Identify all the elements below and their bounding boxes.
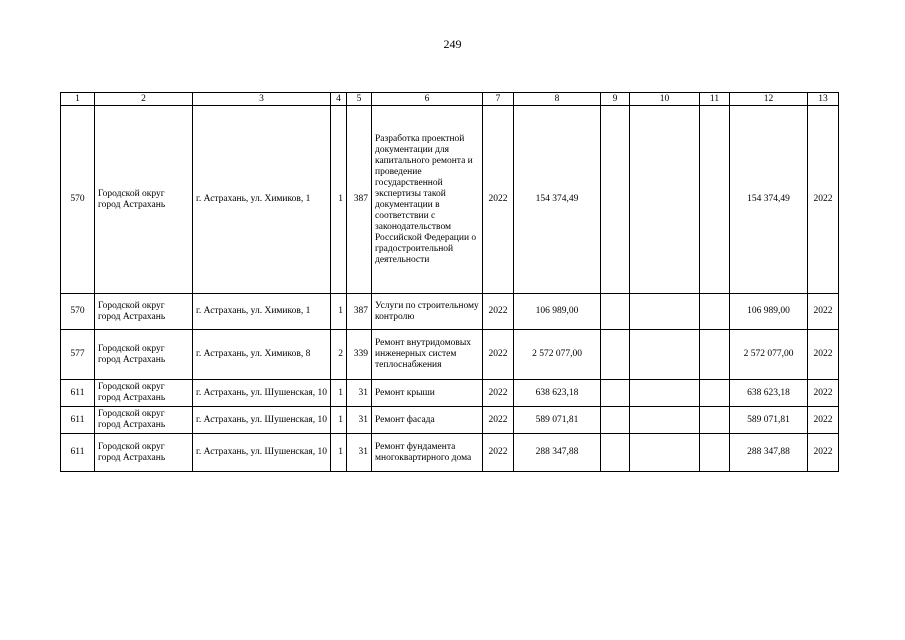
col5-cell: 387 [347,106,372,294]
completion-year-cell: 2022 [808,380,839,407]
col10-cell [630,434,700,472]
address-cell: г. Астрахань, ул. Химиков, 1 [193,106,331,294]
year-cell: 2022 [483,106,514,294]
col9-cell [601,380,630,407]
col10-cell [630,380,700,407]
completion-year-cell: 2022 [808,407,839,434]
col5-cell: 339 [347,330,372,380]
table-row [61,106,839,294]
col9-cell [601,330,630,380]
column-number-cell: 3 [193,93,331,106]
municipality-cell: Городской округ город Астрахань [95,106,193,294]
column-number-cell: 9 [601,93,630,106]
address-cell: г. Астрахань, ул. Химиков, 8 [193,330,331,380]
column-number-cell: 1 [61,93,95,106]
column-number-cell: 10 [630,93,700,106]
col10-cell [630,330,700,380]
amount-cell: 2 572 077,00 [514,330,601,380]
column-number-cell: 7 [483,93,514,106]
total-amount-cell: 154 374,49 [730,106,808,294]
table-row [61,434,839,472]
col9-cell [601,294,630,330]
page-number: 249 [443,37,462,51]
col5-cell: 31 [347,434,372,472]
col11-cell [700,106,730,294]
column-number-cell: 8 [514,93,601,106]
year-cell: 2022 [483,407,514,434]
municipality-cell: Городской округ город Астрахань [95,407,193,434]
col11-cell [700,294,730,330]
table-row [61,330,839,380]
col5-cell: 387 [347,294,372,330]
col9-cell [601,434,630,472]
total-amount-cell: 288 347,88 [730,434,808,472]
col4-cell: 1 [331,380,347,407]
column-number-cell: 2 [95,93,193,106]
column-number-cell: 13 [808,93,839,106]
amount-cell: 106 989,00 [514,294,601,330]
col11-cell [700,407,730,434]
col4-cell: 1 [331,434,347,472]
col9-cell [601,407,630,434]
year-cell: 2022 [483,380,514,407]
col5-cell: 31 [347,407,372,434]
municipality-cell: Городской округ город Астрахань [95,330,193,380]
col4-cell: 2 [331,330,347,380]
row-number-cell: 577 [61,330,95,380]
amount-cell: 288 347,88 [514,434,601,472]
address-cell: г. Астрахань, ул. Шушенская, 10 [193,434,331,472]
address-cell: г. Астрахань, ул. Шушенская, 10 [193,407,331,434]
year-cell: 2022 [483,434,514,472]
total-amount-cell: 638 623,18 [730,380,808,407]
row-number-cell: 611 [61,434,95,472]
year-cell: 2022 [483,294,514,330]
col5-cell: 31 [347,380,372,407]
register-table [60,92,839,472]
table-row [61,407,839,434]
row-number-cell: 611 [61,407,95,434]
work-type-cell: Ремонт фасада [372,407,483,434]
row-number-cell: 611 [61,380,95,407]
work-type-cell: Ремонт фундамента многоквартирного дома [372,434,483,472]
col9-cell [601,106,630,294]
column-number-cell: 5 [347,93,372,106]
table-row [61,380,839,407]
work-type-cell: Ремонт крыши [372,380,483,407]
table-row [61,294,839,330]
work-type-cell: Услуги по строительному контролю [372,294,483,330]
address-cell: г. Астрахань, ул. Шушенская, 10 [193,380,331,407]
col10-cell [630,294,700,330]
total-amount-cell: 589 071,81 [730,407,808,434]
col10-cell [630,106,700,294]
municipality-cell: Городской округ город Астрахань [95,294,193,330]
total-amount-cell: 2 572 077,00 [730,330,808,380]
col10-cell [630,407,700,434]
col4-cell: 1 [331,294,347,330]
completion-year-cell: 2022 [808,294,839,330]
col11-cell [700,330,730,380]
column-number-cell: 4 [331,93,347,106]
col4-cell: 1 [331,106,347,294]
col11-cell [700,434,730,472]
completion-year-cell: 2022 [808,434,839,472]
amount-cell: 589 071,81 [514,407,601,434]
column-number-row [61,93,839,106]
row-number-cell: 570 [61,106,95,294]
amount-cell: 638 623,18 [514,380,601,407]
col4-cell: 1 [331,407,347,434]
municipality-cell: Городской округ город Астрахань [95,380,193,407]
municipality-cell: Городской округ город Астрахань [95,434,193,472]
column-number-cell: 12 [730,93,808,106]
address-cell: г. Астрахань, ул. Химиков, 1 [193,294,331,330]
work-type-cell: Ремонт внутридомовых инженерных систем теплоснабжения [372,330,483,380]
row-number-cell: 570 [61,294,95,330]
column-number-cell: 11 [700,93,730,106]
column-number-cell: 6 [372,93,483,106]
amount-cell: 154 374,49 [514,106,601,294]
completion-year-cell: 2022 [808,106,839,294]
work-type-cell: Разработка проектной документации для капитального ремонта и проведение государственной экспертизы такой документации в соответствии с законодательством Российской Федерации о градостроительной деятельности [372,106,483,294]
completion-year-cell: 2022 [808,330,839,380]
year-cell: 2022 [483,330,514,380]
total-amount-cell: 106 989,00 [730,294,808,330]
col11-cell [700,380,730,407]
